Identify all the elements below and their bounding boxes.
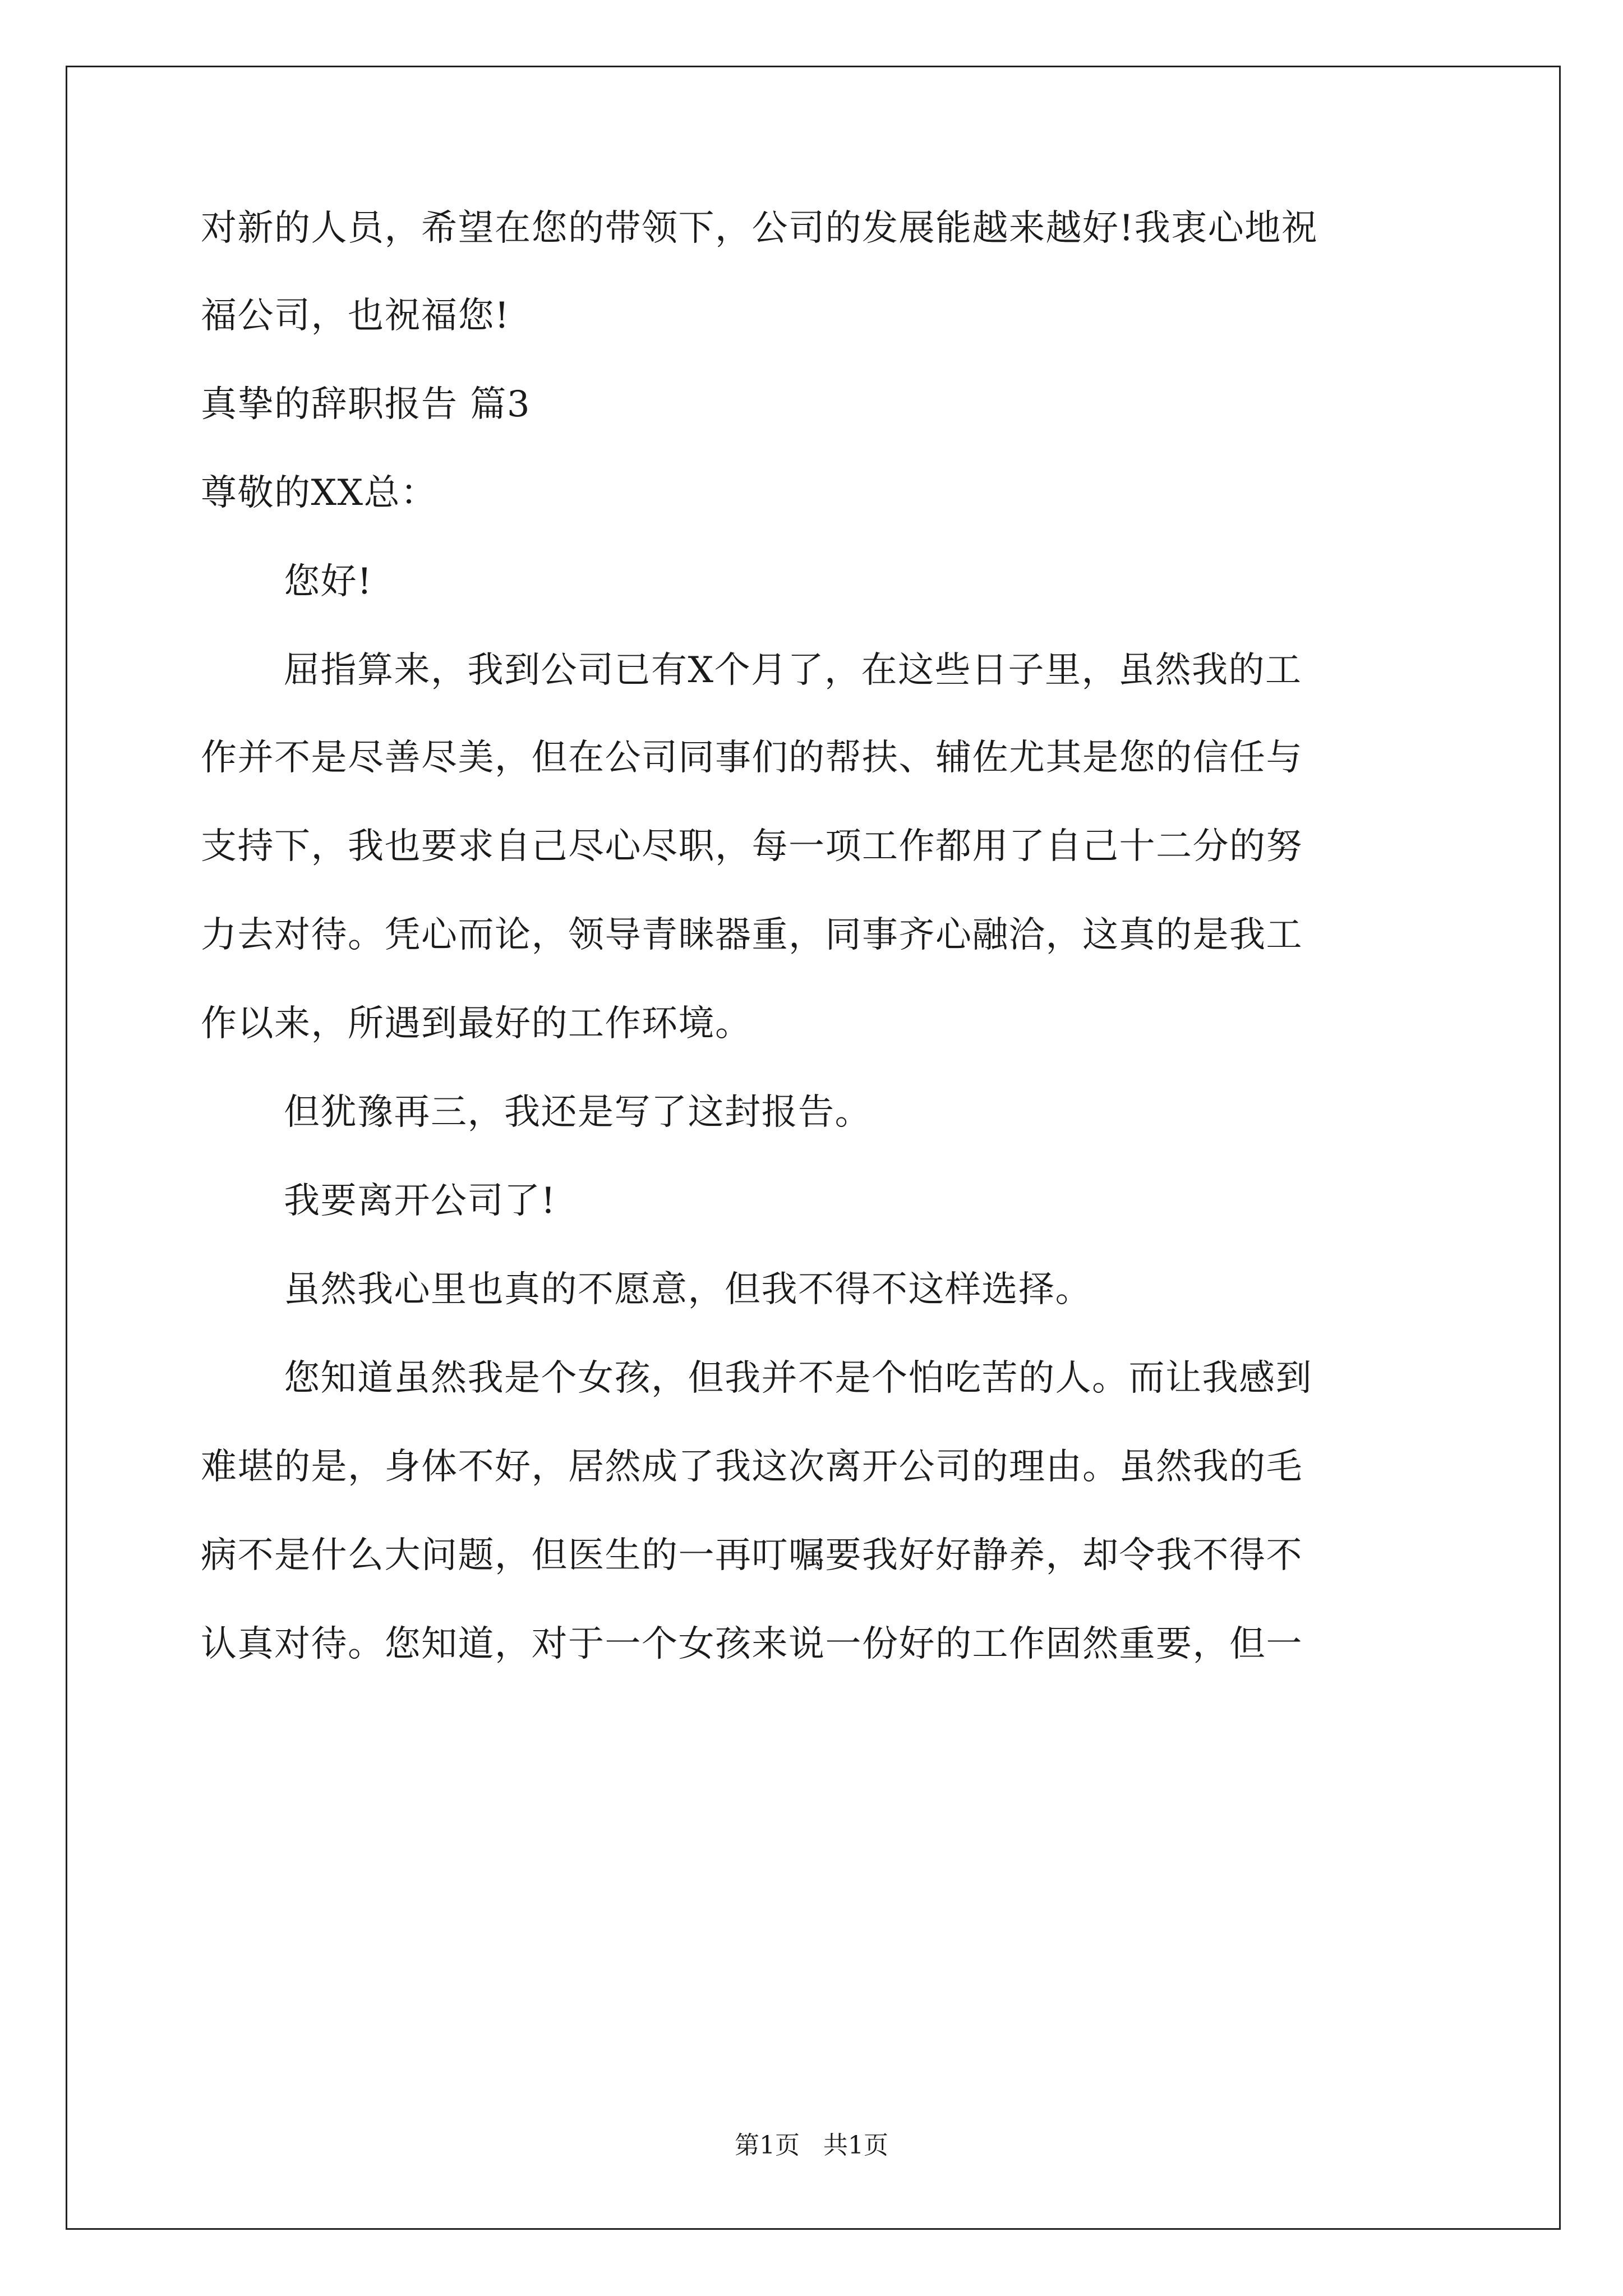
salutation: 尊敬的XX总： (201, 472, 437, 514)
document-body (201, 208, 1429, 1665)
text-line: 对新的人员，希望在您的带领下，公司的发展能越来越好!我衷心地祝 (201, 208, 1318, 249)
text-line: 认真对待。您知道，对于一个女孩来说一份好的工作固然重要，但一 (201, 1623, 1303, 1665)
text-line: 力去对待。凭心而论，领导青睐器重，同事齐心融洽，这真的是我工 (201, 914, 1303, 956)
text-line: 我要离开公司了! (284, 1180, 556, 1222)
text-line: 支持下，我也要求自己尽心尽职，每一项工作都用了自己十二分的努 (201, 826, 1303, 867)
section-heading: 真挚的辞职报告 篇3 (201, 384, 531, 425)
greeting: 您好! (284, 561, 373, 602)
text-line: 作以来，所遇到最好的工作环境。 (201, 1003, 752, 1045)
text-line: 福公司，也祝福您! (201, 295, 510, 337)
text-line: 您知道虽然我是个女孩，但我并不是个怕吃苦的人。而让我感到 (284, 1358, 1312, 1399)
text-line: 虽然我心里也真的不愿意，但我不得不这样选择。 (284, 1269, 1092, 1310)
text-line: 但犹豫再三，我还是写了这封报告。 (284, 1092, 872, 1133)
text-line: 屈指算来，我到公司已有X个月了，在这些日子里，虽然我的工 (284, 650, 1302, 691)
page-number-footer: 第1页 共1页 (735, 2131, 888, 2160)
text-line: 难堪的是，身体不好，居然成了我这次离开公司的理由。虽然我的毛 (201, 1446, 1303, 1488)
text-line: 作并不是尽善尽美，但在公司同事们的帮扶、辅佐尤其是您的信任与 (201, 737, 1303, 779)
text-line: 病不是什么大问题，但医生的一再叮嘱要我好好静养，却令我不得不 (201, 1535, 1303, 1576)
